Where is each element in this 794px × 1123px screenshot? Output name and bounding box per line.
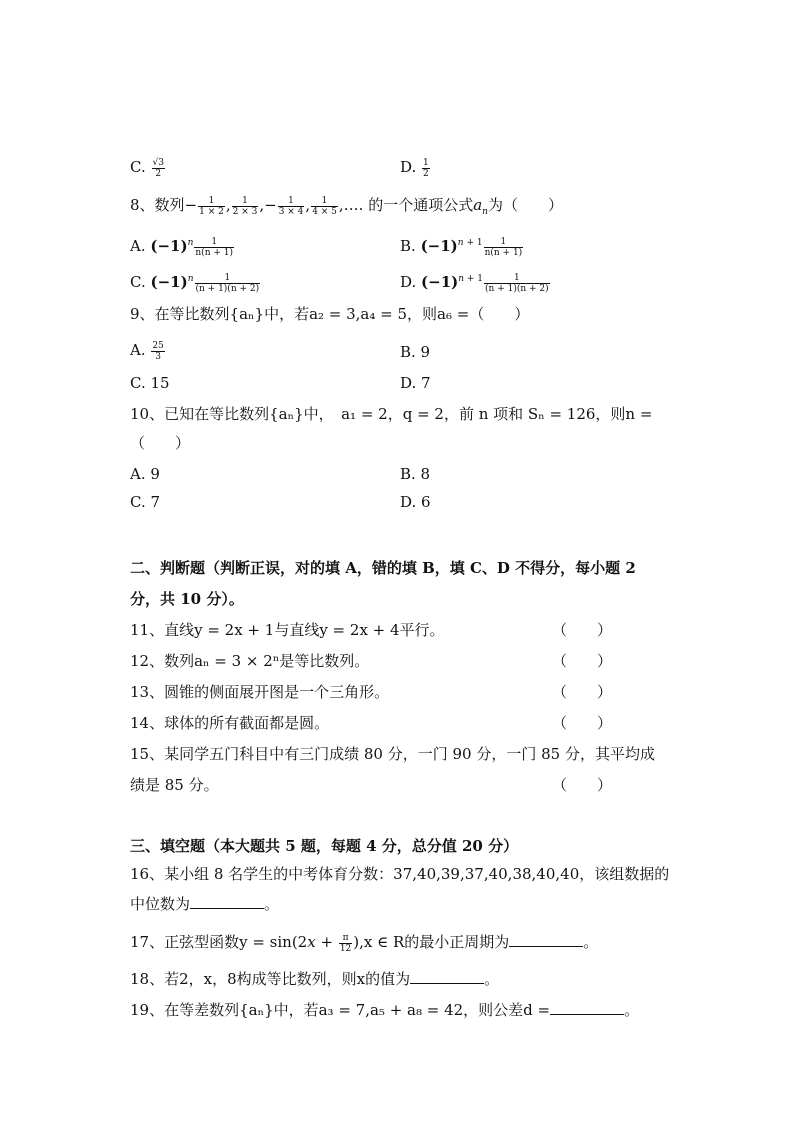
- q13: 13、圆锥的侧面展开图是一个三角形。: [130, 683, 390, 701]
- period: 。: [484, 970, 500, 988]
- fraction-term: $\frac{1}{(n + 1)(n + 2)}$: [195, 272, 260, 294]
- q16-line2: [130, 894, 279, 914]
- fraction-term: $\frac{1}{1 \times 2}$: [199, 195, 224, 217]
- fraction-term: $\frac{1}{3 \times 4}$: [278, 195, 304, 217]
- q8-option-a: A. $(-1)^n$ $\frac{1}{n(n + 1)}$: [130, 236, 233, 258]
- section3-heading: 三、填空题（本大题共 5 题，每题 4 分，总分值 20 分）: [130, 837, 519, 855]
- numerator: 25: [152, 340, 164, 351]
- numerator: √3: [152, 157, 164, 168]
- q8-option-b: B. $(-1)^{n + 1}$ $\frac{1}{n(n + 1)}$: [400, 236, 523, 258]
- option-label: D.: [400, 273, 417, 291]
- denominator: 3: [155, 351, 161, 362]
- q12: 12、数列aₙ = 3 × 2ⁿ是等比数列。: [130, 652, 370, 670]
- q7-option-d: [400, 157, 431, 179]
- q18-answer-blank[interactable]: [410, 969, 484, 984]
- denominator: 2: [155, 168, 162, 179]
- q18: [130, 969, 499, 989]
- q15-answer-paren[interactable]: （ ）: [552, 776, 613, 794]
- fraction-pi-over-12: $\frac{\pi}{12}$: [339, 932, 352, 954]
- q10-option-d: D. 6: [400, 493, 431, 511]
- q10-stem-cont: （ ）: [130, 434, 191, 452]
- q16-answer-blank[interactable]: [190, 894, 264, 909]
- option-label: C.: [130, 158, 146, 176]
- q10-stem: 10、已知在等比数列{aₙ}中， a₁ = 2，q = 2，前 n 项和 Sₙ = 126，则n =: [130, 405, 653, 423]
- q16-line1: 16、某小组 8 名学生的中考体育分数：37,40,39,37,40,38,40,40，该组数据的: [130, 865, 670, 883]
- q14: 14、球体的所有截面都是圆。: [130, 714, 330, 732]
- fraction-25-over-3: [151, 341, 164, 362]
- fraction-sqrt3-over-2: [152, 158, 165, 179]
- period: 。: [583, 933, 599, 951]
- q19-text: 19、在等差数列{aₙ}中，若a₃ = 7,a₅ + a₈ = 42，则公差d =: [130, 1001, 551, 1019]
- q10-option-c: C. 7: [130, 493, 161, 511]
- q11: 11、直线y = 2x + 1与直线y = 2x + 4平行。: [130, 621, 445, 639]
- fraction-1-over-2: [422, 158, 430, 179]
- q9-option-b: B. 9: [400, 343, 431, 361]
- period: 。: [264, 895, 280, 913]
- fraction-term: $\frac{1}{(n + 1)(n + 2)}$: [485, 272, 549, 294]
- q7-option-c: [130, 157, 166, 179]
- q16-text: 中位数为: [130, 895, 191, 913]
- q9-option-d: D. 7: [400, 374, 431, 392]
- fraction-term: $\frac{1}{2 \times 3}$: [232, 195, 258, 217]
- q18-text: 18、若2，x，8构成等比数列，则x的值为: [130, 970, 411, 988]
- q15-line1: 15、某同学五门科目中有三门成绩 80 分，一门 90 分，一门 85 分，其平均成: [130, 745, 655, 763]
- denominator: 2: [423, 168, 429, 179]
- section2-heading-line2: 分，共 10 分）。: [130, 590, 244, 608]
- stem-post: ,…. 的一个通项公式: [338, 196, 474, 214]
- option-label: D.: [400, 158, 417, 176]
- q14-answer-paren[interactable]: （ ）: [552, 714, 613, 732]
- q17-text-post: ,x ∈ R的最小正周期为: [359, 933, 510, 951]
- q13-answer-paren[interactable]: （ ）: [552, 683, 613, 701]
- q10-option-a: A. 9: [130, 465, 160, 483]
- q19-answer-blank[interactable]: [550, 1000, 624, 1015]
- period: 。: [624, 1001, 640, 1019]
- q8-option-c: C. $(-1)^n$ $\frac{1}{(n + 1)(n + 2)}$: [130, 272, 260, 294]
- option-label: B.: [400, 237, 416, 255]
- q17: 17、正弦型函数y = sin(2x + $\frac{\pi}{12}$ ),x ∈ R的最小正周期为 。: [130, 932, 599, 954]
- q12-answer-paren[interactable]: （ ）: [552, 652, 613, 670]
- q17-text: 17、正弦型函数y = sin: [130, 933, 292, 951]
- option-label: C.: [130, 273, 146, 291]
- q9-stem: 9、在等比数列{aₙ}中，若a₂ = 3,a₄ = 5，则a₆ =（ ）: [130, 305, 530, 323]
- option-label: A.: [130, 237, 146, 255]
- q15-line2: 绩是 85 分。: [130, 776, 219, 794]
- section2-heading-line1: 二、判断题（判断正误，对的填 A，错的填 B，填 C、D 不得分，每小题 2: [130, 559, 636, 577]
- q11-answer-paren[interactable]: （ ）: [552, 621, 613, 639]
- q10-option-b: B. 8: [400, 465, 431, 483]
- fraction-term: $\frac{1}{n(n + 1)}$: [195, 236, 233, 258]
- numerator: 1: [423, 157, 429, 168]
- q9-option-c: C. 15: [130, 374, 170, 392]
- q19: [130, 1000, 639, 1020]
- q8-option-d: D. $(-1)^{n + 1}$ $\frac{1}{(n + 1)(n + 2)}$: [400, 272, 549, 294]
- stem-end: 为（ ）: [487, 196, 563, 214]
- stem-prefix: 8、数列: [130, 196, 185, 214]
- fraction-term: $\frac{1}{n(n + 1)}$: [484, 236, 523, 258]
- q17-answer-blank[interactable]: [509, 932, 583, 947]
- fraction-term: $\frac{1}{4 \times 5}$: [312, 195, 337, 217]
- q9-option-a: [130, 340, 166, 362]
- q8-stem: 8、数列− $\frac{1}{1 \times 2}$ , $\frac{1}{2 \times 3}$ ,− $\frac{1}{3 \times 4}$ , $\frac{1}{4 \times 5}$ ,…. 的一个通项公式$a_n$为（ ）: [130, 195, 563, 217]
- option-label: A.: [130, 341, 146, 359]
